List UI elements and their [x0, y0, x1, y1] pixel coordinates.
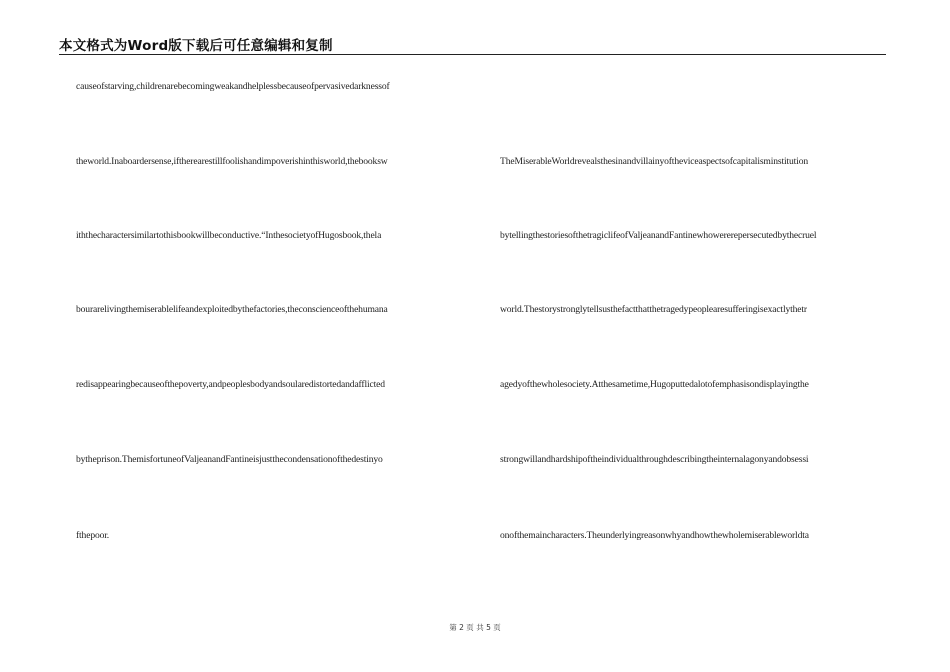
text-line: theworld.Inaboardersense,iftherearestillfoolishandimpoverishinthisworld,thebooksw: [76, 156, 388, 167]
page-number-footer: 第 2 页 共 5 页: [449, 623, 501, 632]
text-line: fthepoor.: [76, 530, 110, 541]
text-line: bytellingthestoriesofthetragiclifeofValjeanandFantinewhowererepersecutedbythecruel: [500, 230, 817, 241]
page-header: [59, 34, 886, 55]
text-line: onofthemaincharacters.Theunderlyingreasonwhyandhowthewholemiserableworldta: [500, 530, 809, 541]
text-line: redisappearingbecauseofthepoverty,andpeoplesbodyandsoularedistortedandafflicted: [76, 379, 385, 390]
text-line: world.Thestorystronglytellsusthefactthatthetragedypeoplearesufferingisexactlythetr: [500, 304, 807, 315]
text-line: TheMiserableWorldrevealsthesinandvillainyofthevicеaspectsofcapitalisminstitution: [500, 156, 808, 167]
text-line: iththecharactersimilartothisbookwillbeconductive.“InthesocietyofHugosbook,thela: [76, 230, 382, 241]
text-line: causeofstarving,childrenarebecomingweakandhelplessbecauseofpervasivedarknessof: [76, 81, 390, 92]
text-line: strongwillandhardshipoftheindividualthroughdescribingtheinternalagonyandobsessi: [500, 454, 809, 465]
text-line: bourarelivingthemiserablelifeandexploitedbythefactories,theconscienceofthehumana: [76, 304, 388, 315]
text-line: bytheprison.ThemisfortuneofValjeanandFantineisjustthecondensationofthedestinyo: [76, 454, 383, 465]
text-line: agedyofthewholesociety.Atthesametime,Hugoputtedalotofemphasisondisplayingthe: [500, 379, 809, 390]
header-title: 本文格式为Word版下载后可任意编辑和复制: [59, 38, 333, 54]
